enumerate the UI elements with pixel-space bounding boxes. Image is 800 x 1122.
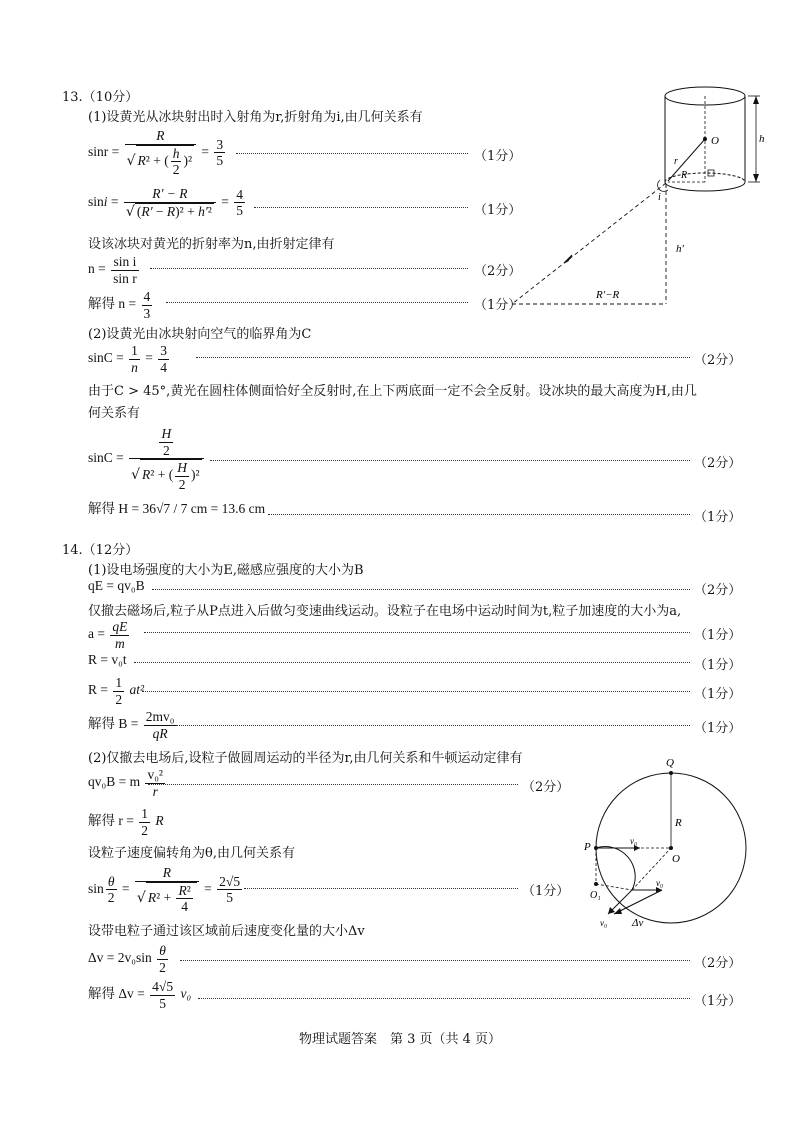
sinr-equation: sinr = R √ R² + ( $\frac{h}{2}$ )² = $\frac{3}{5}$	[88, 128, 224, 178]
h-arrow-top	[753, 96, 759, 104]
critical-text-1: 由于C > 45°,黄光在圆柱体侧面恰好全反射时,在上下两底面一定不会全反射。设冰块的最大高度为H,由几	[88, 384, 697, 399]
label-R: R	[681, 170, 688, 181]
q13-part1-intro: (1)设黄光从冰块射出时入射角为r,折射角为i,由几何关系有	[88, 110, 423, 125]
label-r: r	[674, 156, 678, 167]
label-R-prime-minus-R: R′−R	[596, 289, 620, 301]
leader-dots	[236, 153, 468, 154]
ray-arrow	[564, 255, 572, 263]
label-h: h	[759, 133, 765, 145]
chord-O	[632, 848, 671, 890]
leader-dots	[134, 662, 690, 663]
trajectory-arc	[596, 847, 635, 890]
dv-intro: 设带电粒子通过该区域前后速度变化量的大小Δv	[88, 924, 365, 939]
n-intro: 设该冰块对黄光的折射率为n,由折射定律有	[88, 237, 335, 252]
label-h-prime: h′	[676, 243, 684, 255]
page-footer: 物理试题答案 第 3 页（共 4 页）	[298, 1032, 502, 1047]
critical-text-2: 何关系有	[88, 406, 141, 421]
leader-dots	[268, 514, 690, 515]
delta-v-arrow	[614, 908, 622, 914]
score: （1分）	[522, 884, 570, 899]
leader-dots	[244, 888, 518, 889]
H-result: 解得 H = 36√7 / 7 cm = 13.6 cm	[88, 501, 266, 516]
q14-header: 14.（12分）	[62, 543, 139, 558]
label-O: O	[711, 135, 719, 147]
score: （1分）	[694, 687, 742, 702]
label-delta-v: Δv	[632, 917, 644, 929]
score: （1分）	[694, 721, 742, 736]
q13-part2-intro: (2)设黄光由冰块射向空气的临界角为C	[88, 327, 312, 342]
score: （2分）	[694, 456, 742, 471]
label-R: R	[675, 817, 682, 829]
delta-v-vector	[614, 890, 662, 914]
leader-dots	[210, 460, 690, 461]
label-v0-exit: v₀	[600, 918, 608, 928]
r-result: 解得 r = $\frac{1}{2}$ R	[88, 806, 164, 838]
q14-part2-intro: (2)仅撤去电场后,设粒子做圆周运动的半径为r,由几何关系和牛顿运动定律有	[88, 751, 523, 766]
q14-part1-intro: (1)设电场强度的大小为E,磁感应强度的大小为B	[88, 563, 364, 578]
n-result: 解得 n = $\frac{4}{3}$	[88, 289, 151, 321]
sinC-equation: sinC = $\frac{1}{n}$ = $\frac{3}{4}$	[88, 343, 167, 375]
score: （1分）	[474, 149, 522, 164]
q14-part1-text: 仅撤去磁场后,粒子从P点进入后做匀变速曲线运动。设粒子在电场中运动时间为t,粒子加速度的大小为a,	[88, 604, 682, 619]
dv-result: 解得 Δv = $\frac{4√5}{5}$ v₀	[88, 979, 192, 1011]
score: （1分）	[474, 298, 522, 313]
R-eq2: R = $\frac{1}{2}$ at²	[88, 675, 145, 707]
accel-eq: a = $\frac{qE}{m}$	[88, 619, 128, 651]
score: （1分）	[694, 628, 742, 643]
lorentz-eq: qv₀B = m $\frac{\text{v₀²}}{r}$	[88, 767, 163, 799]
h-arrow-bottom	[753, 174, 759, 182]
sin-half-theta-eq: sin $\frac{\theta}{2}$ = R √ R² + $\frac{\text{R²}}{4}$ = $\frac{2√5}{5}$	[88, 865, 241, 915]
n-equation: n = $\frac{\text{sin i}}{\text{sin r}}$	[88, 254, 137, 286]
leader-dots	[144, 632, 690, 633]
leader-dots	[176, 725, 690, 726]
q13-header: 13.（10分）	[62, 90, 139, 105]
score: （1分）	[694, 658, 742, 673]
leader-dots	[148, 784, 518, 785]
B-result: 解得 B = $\frac{\text{2mv₀}}{qR}$	[88, 709, 175, 741]
score: （1分）	[694, 994, 742, 1009]
cylinder-refraction-figure	[508, 84, 768, 314]
leader-dots	[180, 960, 690, 961]
label-v0-initial: v₀	[630, 836, 638, 846]
leader-dots	[142, 691, 690, 692]
score: （1分）	[474, 203, 522, 218]
score: （1分）	[694, 510, 742, 525]
score: （2分）	[474, 264, 522, 279]
score: （2分）	[694, 353, 742, 368]
leader-dots	[166, 302, 468, 303]
leader-dots	[196, 357, 690, 358]
leader-dots	[150, 268, 468, 269]
sini-equation: sini = $\frac{R' - R}{\text{√ (R′ − R)² + h′²}}$ = $\frac{4}{5}$	[88, 186, 243, 220]
sinC-height-equation: sinC = $\frac{H}{2}$ √ R² + ( $\frac{H}{2}$ )²	[88, 426, 206, 492]
emergent-ray	[512, 183, 666, 304]
leader-dots	[198, 998, 690, 999]
R-eq1: R = v₀t	[88, 652, 127, 667]
dv-equation: Δv = 2v₀sin $\frac{\theta}{2}$	[88, 943, 166, 975]
label-Q: Q	[666, 757, 674, 769]
score: （2分）	[522, 780, 570, 795]
leader-dots	[152, 589, 690, 590]
force-balance-eq: qE = qv₀B	[88, 578, 145, 593]
label-v0-translated: v₀	[656, 878, 664, 888]
radius-O1-exit	[596, 884, 632, 890]
magnetic-circle-figure	[580, 757, 760, 930]
leader-dots	[254, 207, 468, 208]
label-O: O	[672, 853, 680, 865]
theta-intro: 设粒子速度偏转角为θ,由几何关系有	[88, 846, 295, 861]
score: （2分）	[694, 956, 742, 971]
label-O1: O₁	[590, 890, 601, 901]
score: （2分）	[694, 583, 742, 598]
label-P: P	[584, 841, 591, 853]
label-i: i	[658, 192, 661, 203]
cylinder-bottom-front	[665, 182, 745, 191]
